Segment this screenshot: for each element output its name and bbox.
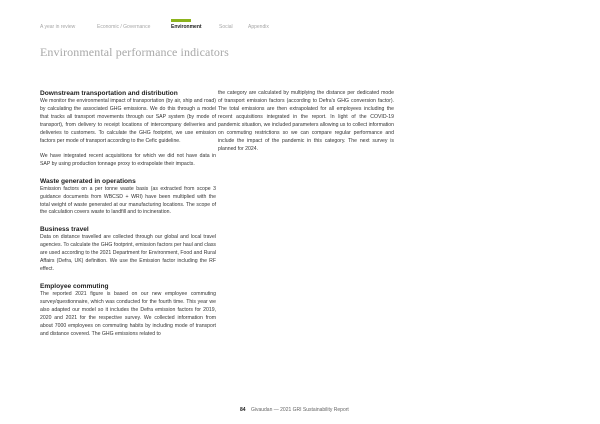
commuting-paragraph: The reported 2021 figure is based on our new employee commuting survey/questionnaire, which was conducted for the fourth time. This year we also adapted our model so it includes the Defra emission factors for 2019, 2020 and 2021 for the respective survey. We collected information from about 7000 employees on commuting habits by including mode of transport and distance covered. The GHG emissions related to (40, 291, 216, 337)
nav-item-social[interactable]: Social (219, 24, 233, 30)
section-heading-waste: Waste generated in operations (40, 177, 136, 185)
nav-item-year-in-review[interactable]: A year in review (40, 24, 76, 30)
section-heading-business-travel: Business travel (40, 226, 89, 234)
section-heading-commuting: Employee commuting (40, 283, 109, 291)
waste-paragraph: Emission factors on a per tonne waste basis (as extracted from scope 3 guidance documents from WBCSD + WRI) have been multiplied with the total weight of waste generated at our manufacturing locations. The scope of the calculation covers waste to landfill and to incineration. (40, 185, 216, 216)
active-tab-marker (171, 19, 191, 22)
nav-item-environment[interactable]: Environment (171, 24, 202, 30)
section-heading-downstream: Downstream transportation and distribution (40, 90, 178, 97)
footer-text: Givaudan — 2021 GRI Sustainability Report (250, 407, 349, 413)
business-travel-paragraph: Data on distance travelled are collected through our global and local travel agencies. To calculate the GHG footprint, emission factors per haul and class are used according to the 2021 Department for Environment, Food and Rural Affairs (Defra, UK) definition. We use the Emission factor including the RF effect. (40, 234, 216, 273)
page-footer (240, 407, 349, 413)
downstream-paragraph-2: We have integrated recent acquisitions for which we did not have data in SAP by using production tonnage proxy to extrapolate their impacts. (40, 152, 216, 167)
right-column (218, 90, 394, 154)
page-title: Environmental performance indicators (40, 45, 229, 59)
page-number: 84 (240, 407, 246, 413)
downstream-paragraph-1: We monitor the environmental impact of transportation (by air, ship and road) by calculating the associated GHG emissions. We do this through a model that tracks all transport movements through our SAP system (by mode of transport), from delivery to receipt locations of intercompany deliveries and deliveries to customers. To calculate the GHG footprint, we use emission factors per mode of transport according to the Cefic guideline. (40, 98, 216, 144)
commuting-paragraph-continued: the category are calculated by multiplying the distance per dedicated mode of transport emission factors (according to Defra's GHG conversion factor). The total emissions are then extrapolated for all employees including the recent acquisitions integrated in the report. In light of the COVID-19 pandemic situation, we included parameters allowing us to collect information on commuting restrictions so we can compare regular performance and include the impact of the pandemic in this category. The next survey is planned for 2024. (218, 90, 394, 152)
nav-item-economic-governance[interactable]: Economic / Governance (97, 24, 151, 30)
nav-item-appendix[interactable]: Appendix (248, 24, 269, 30)
left-column (40, 90, 216, 339)
